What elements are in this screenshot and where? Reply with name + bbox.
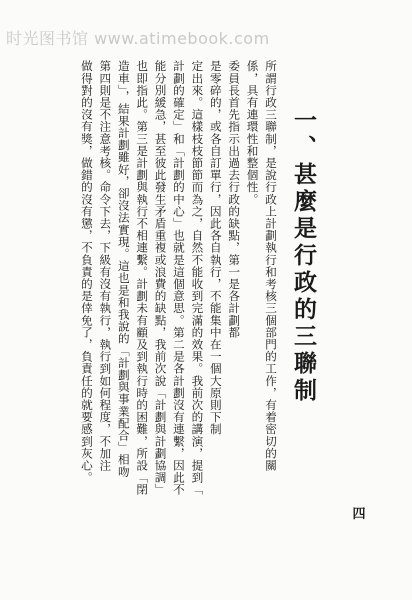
text-column: 計劃的確定」和「計劃的中心」也就是這個意思。第二是各計劃沒有連繫，因此不: [171, 60, 186, 496]
text-column: 第四則是不注意考核。命令下去，下級有沒有執行，執行到如何程度，不加注: [98, 60, 113, 472]
text-column: 定出來。這樣枝枝節節而為之，自然不能收到完滿的效果。我前次的講演，提到「: [190, 60, 205, 496]
text-column: 所謂行政三聯制，是說行政上計劃執行和考核三個部門的工作，有着密切的關: [264, 60, 278, 472]
page-number: 四: [352, 507, 366, 522]
section-heading: 一、甚麼是行政的三聯制: [290, 108, 317, 405]
text-column: 能分別緩急，甚至彼此發生矛盾重複或浪費的缺點，我前次說「計劃與計劃協調」: [153, 60, 168, 496]
text-column: 係，具有連環性和整個性。: [245, 60, 260, 206]
text-column: 造車」，結果計劃雖好，卻沒法實現。這也是和我說的「計劃與事業配合」相吻: [116, 60, 131, 478]
text-column: 委員長首先指示出過去行政的缺點，第一是各計劃都: [227, 60, 242, 339]
text-column: 是零碎的，或各自訂單行，因此各自執行，不能集中在一個大原則下制: [208, 60, 223, 436]
text-column: 也即指此。第三是計劃與執行不相連繫。計劃未有顧及到執行時的困難，所設「閉: [135, 60, 150, 496]
text-column: 做得對的沒有獎，做錯的沒有懲，不負責的是倖免了，負責任的就要感到灰心。: [79, 60, 94, 484]
body-text: [26, 60, 280, 580]
watermark: 时光图书馆 www.atimebook.com: [6, 29, 270, 48]
